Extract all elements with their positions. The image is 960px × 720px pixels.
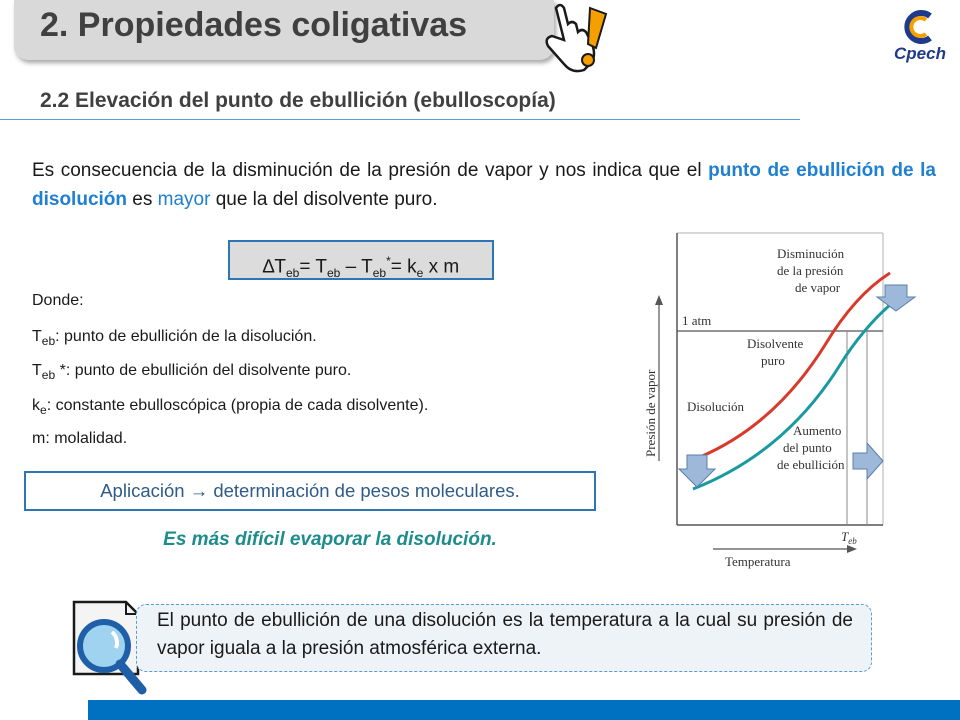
boiling-point-diagram	[615, 225, 935, 580]
teb-sub: eb	[41, 334, 56, 349]
definition-note: El punto de ebullición de una disolución es la temperatura a la cual su presión de vapor iguala a la presión atmosférica externa.	[136, 604, 872, 672]
tebstar-text: *: punto de ebullición del disolvente puro.	[55, 362, 352, 379]
decrease-label-2: de la presión	[777, 263, 844, 278]
harder-evaporation-note: Es más difícil evaporar la disolución.	[163, 529, 497, 550]
application-box: Aplicación → determinación de pesos moleculares.	[24, 471, 596, 511]
decrease-label-3: de vapor	[795, 280, 841, 295]
ke-symbol: k	[32, 397, 40, 414]
atm-label: 1 atm	[682, 313, 712, 328]
teb-tick-t: T	[841, 529, 849, 544]
pointing-hand-icon	[538, 2, 610, 78]
logo-text: Cpech	[894, 44, 946, 63]
formula-star: *	[386, 254, 391, 268]
formula-sub-eb: eb	[286, 266, 300, 281]
page-title: 2. Propiedades coligativas	[40, 6, 468, 44]
intro-paragraph	[32, 156, 936, 214]
definition-teb-star	[32, 362, 351, 382]
ke-text: : constante ebulloscópica (propia de cada disolvente).	[46, 397, 429, 414]
logo-mark-icon	[884, 6, 954, 46]
intro-text-2: es	[127, 189, 158, 210]
tebstar-symbol: T	[32, 362, 42, 379]
formula-delta-t: ∆T	[262, 256, 286, 278]
formula-sub-eb-3: eb	[372, 266, 387, 281]
formula-eq1: = T	[299, 256, 327, 278]
definition-donde: Donde:	[32, 292, 84, 309]
teb-text: : punto de ebullición de la disolución.	[55, 328, 317, 345]
increase-label-1: Aumento	[793, 423, 842, 438]
definition-teb	[32, 328, 317, 348]
intro-text-1: Es consecuencia de la disminución de la presión de vapor y nos indica que el	[32, 160, 709, 181]
definition-m: m: molalidad.	[32, 430, 128, 447]
solvent-label-1: Disolvente	[747, 336, 804, 351]
ke-sub: e	[40, 403, 47, 418]
teb-tick-sub: eb	[848, 536, 857, 546]
formula-sub-eb-2: eb	[327, 266, 341, 281]
formula-eq2: = k	[390, 256, 417, 278]
solvent-label-2: puro	[761, 353, 785, 368]
formula-sub-e: e	[416, 266, 424, 281]
increase-label-2: del punto	[783, 440, 832, 455]
formula-tail: x m	[423, 256, 460, 278]
intro-text-3: que la del disolvente puro.	[210, 189, 438, 210]
intro-highlight-greater: mayor	[157, 189, 211, 210]
increase-label-3: de ebullición	[777, 457, 845, 472]
section-subtitle: 2.2 Elevación del punto de ebullición (ebulloscopía)	[40, 89, 556, 112]
decrease-label-1: Disminución	[777, 246, 845, 261]
x-axis-label: Temperatura	[725, 554, 791, 569]
bottom-bar	[88, 700, 960, 720]
teb-symbol: T	[32, 328, 42, 345]
formula-box	[228, 240, 494, 280]
intro-highlight-boiling-point: punto de ebullición de la disolución	[32, 160, 936, 210]
subtitle-divider	[0, 119, 800, 120]
cpech-logo	[884, 6, 954, 66]
solution-label: Disolución	[687, 399, 745, 414]
tebstar-sub: eb	[41, 368, 56, 383]
y-axis-label: Presión de vapor	[643, 369, 658, 457]
formula-minus: – T	[340, 256, 373, 278]
definition-ke	[32, 397, 428, 417]
